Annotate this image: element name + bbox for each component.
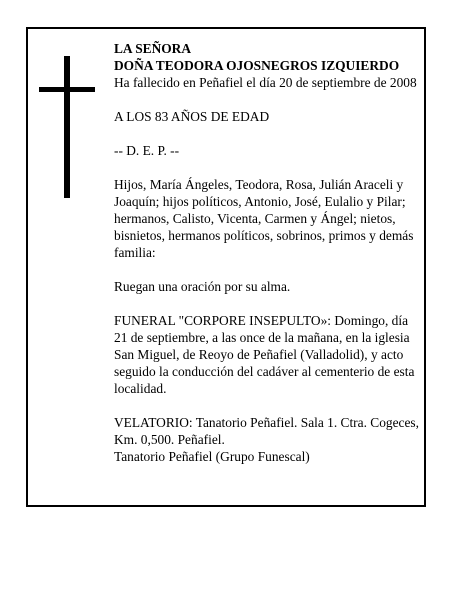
prayer-line: Ruegan una oración por su alma. bbox=[114, 279, 291, 294]
wake-paragraph: VELATORIO: Tanatorio Peñafiel. Sala 1. Ctra. Cogeces, Km. 0,500. Peñafiel. bbox=[114, 415, 419, 447]
cross-vertical-bar bbox=[64, 56, 70, 198]
funeral-paragraph: FUNERAL "CORPORE INSEPULTO»: Domingo, día 21 de septiembre, a las once de la mañana, en la iglesia San Miguel, de Reoyo de Peñafiel (Valladolid), y acto seguido la conducción del cadáver al cementerio de esta localidad. bbox=[114, 313, 415, 396]
cross-horizontal-bar bbox=[39, 87, 95, 92]
obituary-notice bbox=[26, 27, 426, 507]
age-line: A LOS 83 AÑOS DE EDAD bbox=[114, 109, 270, 124]
latin-cross-icon bbox=[39, 56, 95, 198]
notice-text bbox=[114, 40, 420, 465]
notice-title-line2: DOÑA TEODORA OJOSNEGROS IZQUIERDO bbox=[114, 58, 400, 73]
rip-line: -- D. E. P. -- bbox=[114, 143, 180, 158]
funeral-home-line: Tanatorio Peñafiel (Grupo Funescal) bbox=[114, 449, 310, 464]
family-paragraph: Hijos, María Ángeles, Teodora, Rosa, Julián Araceli y Joaquín; hijos políticos, Antonio, José, Eulalio y Pilar; hermanos, Calisto, Vicenta, Carmen y Ángel; nietos, bisnietos, hermanos políticos, sobrinos, primos y demás familia: bbox=[114, 177, 414, 260]
notice-title-line1: LA SEÑORA bbox=[114, 41, 192, 56]
death-announcement: Ha fallecido en Peñafiel el día 20 de septiembre de 2008 bbox=[114, 75, 417, 90]
